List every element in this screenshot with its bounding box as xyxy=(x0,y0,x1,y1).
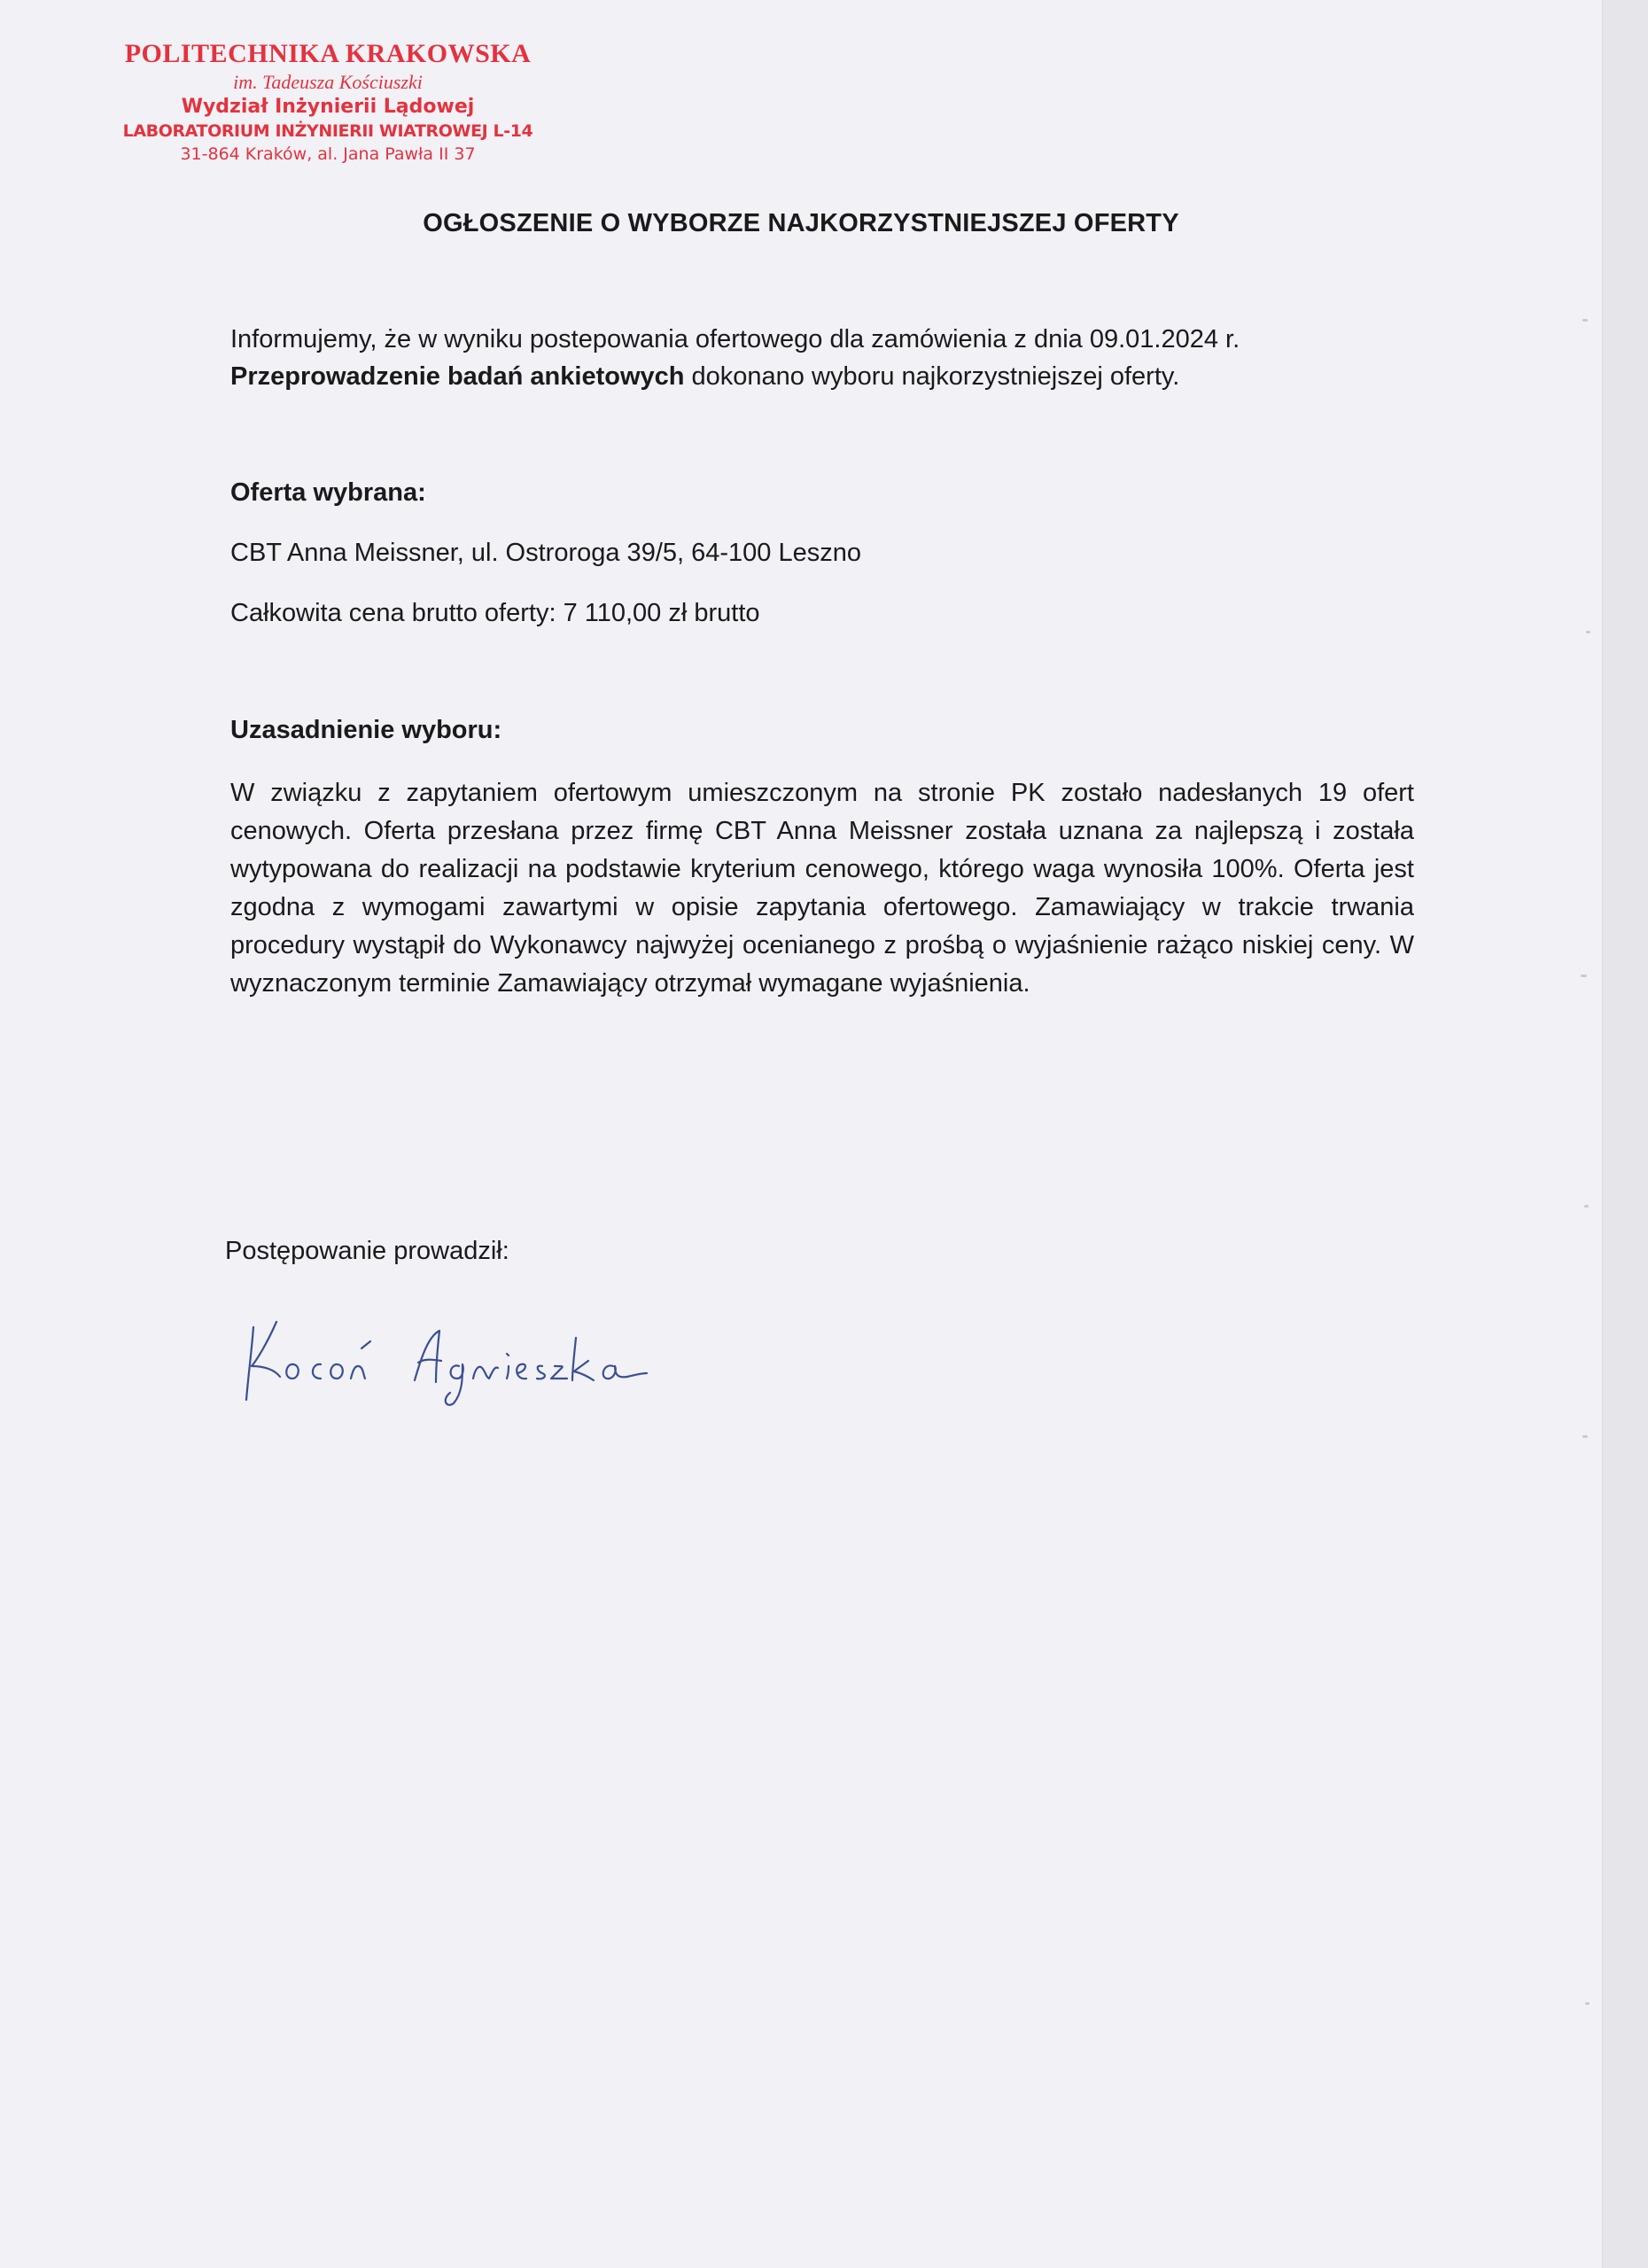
scan-speck xyxy=(1586,631,1590,633)
document-title: OGŁOSZENIE O WYBORZE NAJKORZYSTNIEJSZEJ OFERTY xyxy=(423,209,1179,237)
scan-speck xyxy=(1582,319,1588,322)
scan-speck xyxy=(1581,975,1587,977)
chosen-offer-price: Całkowita cena brutto oferty: 7 110,00 zł brutto xyxy=(230,599,760,627)
stamp-patron: im. Tadeusza Kościuszki xyxy=(233,71,423,93)
scan-speck xyxy=(1582,1435,1588,1438)
scan-speck xyxy=(1585,2002,1590,2005)
order-subject: Przeprowadzenie badań ankietowych xyxy=(230,362,685,391)
intro-line-2-rest: dokonano wyboru najkorzystniejszej oferty. xyxy=(684,362,1180,391)
conducted-by-label: Postępowanie prowadził: xyxy=(225,1237,509,1265)
chosen-offer-company: CBT Anna Meissner, ul. Ostroroga 39/5, 64-100 Leszno xyxy=(230,539,861,567)
stamp-university: POLITECHNIKA KRAKOWSKA xyxy=(124,39,532,68)
stamp-faculty: Wydział Inżynierii Lądowej xyxy=(181,96,475,118)
scan-speck xyxy=(1584,1205,1589,1208)
intro-line-1: Informujemy, że w wyniku postepowania ofertowego dla zamówienia z dnia 09.01.2024 r. xyxy=(230,325,1240,353)
institution-stamp xyxy=(106,41,549,163)
stamp-laboratory: LABORATORIUM INŻYNIERII WIATROWEJ L-14 xyxy=(122,121,533,141)
handwritten-signature xyxy=(241,1311,649,1409)
scan-page-edge xyxy=(1602,0,1648,2268)
justification-text: W związku z zapytaniem ofertowym umieszczonym na stronie PK zostało nadesłanych 19 ofert cenowych. Oferta przesłana przez firmę CBT Anna Meissner została uznana za najlepszą i została wytypowana do realizacji na podstawie kryterium cenowego, którego waga wynosiła 100%. Oferta jest zgodna z wymogami zawartymi w opisie zapytania ofertowego. Zamawiający w trakcie trwania procedury wystąpił do Wykonawcy najwyżej ocenianego z prośbą o wyjaśnienie rażąco niskiej ceny. W wyznaczonym terminie Zamawiający otrzymał wymagane wyjaśnienia. xyxy=(230,779,1414,998)
chosen-offer-heading: Oferta wybrana: xyxy=(230,478,426,507)
intro-line-2 xyxy=(230,358,1414,395)
stamp-address: 31-864 Kraków, al. Jana Pawła II 37 xyxy=(180,144,476,164)
justification-heading: Uzasadnienie wyboru: xyxy=(230,716,502,744)
intro-paragraph xyxy=(230,321,1414,395)
